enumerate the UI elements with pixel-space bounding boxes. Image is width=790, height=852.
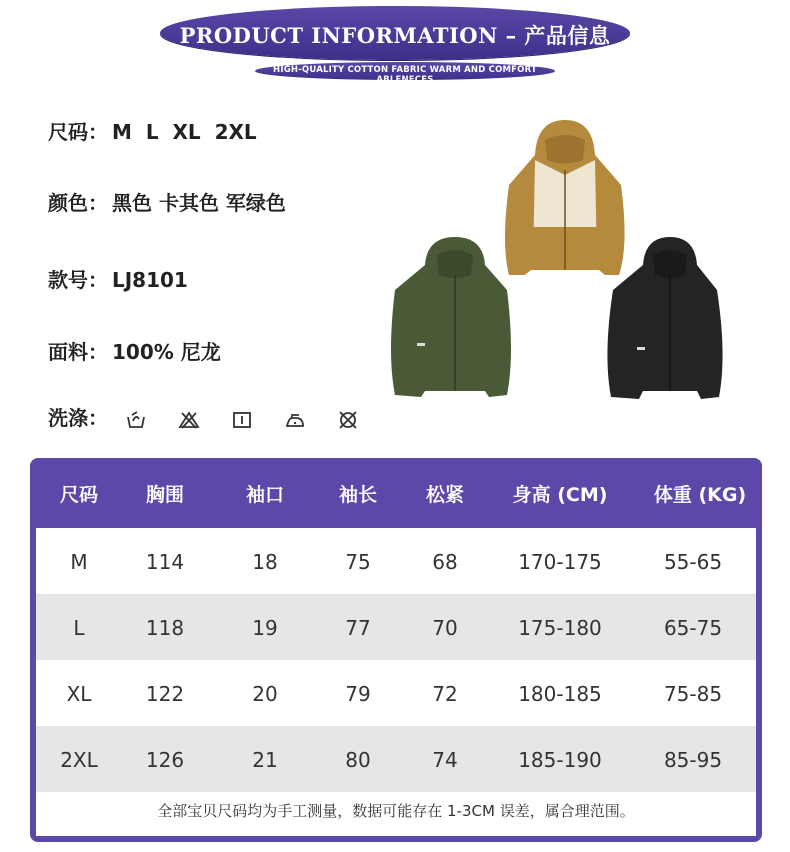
cell-sleeve-length: 79 bbox=[345, 682, 371, 706]
cell-cuff: 19 bbox=[252, 616, 278, 640]
banner-subtitle-pill bbox=[255, 62, 555, 85]
cell-weight: 75-85 bbox=[663, 682, 723, 706]
table-body bbox=[36, 528, 756, 836]
wash-info bbox=[48, 402, 359, 431]
tumble-dry-icon bbox=[231, 410, 253, 430]
header-sleeve-length: 袖长 bbox=[338, 484, 377, 506]
fabric-info bbox=[48, 336, 221, 365]
header-cuff: 袖口 bbox=[245, 484, 284, 506]
cell-elastic: 74 bbox=[432, 748, 458, 772]
table-row bbox=[36, 726, 756, 792]
cell-elastic: 70 bbox=[432, 616, 458, 640]
cell-chest: 126 bbox=[145, 748, 185, 772]
cell-cuff: 21 bbox=[252, 748, 278, 772]
cell-weight: 65-75 bbox=[663, 616, 723, 640]
color-value: 黑色 卡其色 军绿色 bbox=[112, 191, 286, 215]
iron-icon bbox=[284, 410, 306, 430]
table-row bbox=[36, 594, 756, 660]
color-info bbox=[48, 187, 286, 216]
style-info bbox=[48, 264, 188, 293]
army-green-jacket bbox=[391, 237, 511, 397]
cell-sleeve-length: 77 bbox=[345, 616, 371, 640]
product-info-banner bbox=[160, 6, 630, 85]
cell-size: 2XL bbox=[60, 748, 98, 772]
cell-weight: 55-65 bbox=[663, 550, 723, 574]
banner-title: PRODUCT INFORMATION – 产品信息 bbox=[179, 23, 611, 48]
do-not-dry-clean-icon bbox=[337, 410, 359, 430]
jackets-illustration bbox=[385, 115, 735, 415]
size-value: M L XL 2XL bbox=[112, 120, 257, 144]
cell-chest: 114 bbox=[145, 550, 185, 574]
do-not-bleach-icon bbox=[178, 410, 200, 430]
hand-wash-icon bbox=[125, 410, 147, 430]
table-row bbox=[36, 660, 756, 726]
cell-height: 180-185 bbox=[518, 682, 602, 706]
cell-cuff: 20 bbox=[252, 682, 278, 706]
khaki-jacket bbox=[505, 120, 625, 275]
cell-sleeve-length: 75 bbox=[345, 550, 371, 574]
cell-size: M bbox=[70, 550, 88, 574]
header-weight: 体重 (KG) bbox=[653, 484, 747, 506]
cell-chest: 118 bbox=[145, 616, 185, 640]
cell-elastic: 72 bbox=[432, 682, 458, 706]
banner-subtitle: HIGH-QUALITY COTTON FABRIC WARM AND COMFORT ABLENECES bbox=[273, 65, 537, 85]
header-height: 身高 (CM) bbox=[512, 484, 608, 506]
cell-elastic: 68 bbox=[432, 550, 458, 574]
table-header bbox=[30, 458, 762, 528]
header-chest: 胸围 bbox=[145, 484, 184, 506]
wash-label: 洗涤： bbox=[48, 406, 108, 430]
black-jacket bbox=[607, 237, 722, 399]
style-value: LJ8101 bbox=[112, 268, 188, 292]
cell-weight: 85-95 bbox=[663, 748, 723, 772]
cell-size: XL bbox=[66, 682, 92, 706]
header-size: 尺码 bbox=[59, 484, 98, 506]
color-label: 颜色： bbox=[48, 191, 108, 215]
cell-sleeve-length: 80 bbox=[345, 748, 371, 772]
cell-size: L bbox=[73, 616, 85, 640]
size-table bbox=[30, 458, 762, 842]
size-info bbox=[48, 116, 257, 145]
fabric-value: 100% 尼龙 bbox=[112, 340, 221, 364]
cell-cuff: 18 bbox=[252, 550, 278, 574]
cell-height: 185-190 bbox=[518, 748, 602, 772]
cell-height: 170-175 bbox=[518, 550, 602, 574]
cell-height: 175-180 bbox=[518, 616, 602, 640]
size-label: 尺码： bbox=[48, 120, 108, 144]
cell-chest: 122 bbox=[145, 682, 185, 706]
fabric-label: 面料： bbox=[48, 340, 108, 364]
style-label: 款号： bbox=[48, 268, 108, 292]
measurement-note: 全部宝贝尺码均为手工测量，数据可能存在 1-3CM 误差，属合理范围。 bbox=[157, 802, 635, 820]
table-row bbox=[36, 528, 756, 594]
header-elastic: 松紧 bbox=[425, 484, 464, 506]
